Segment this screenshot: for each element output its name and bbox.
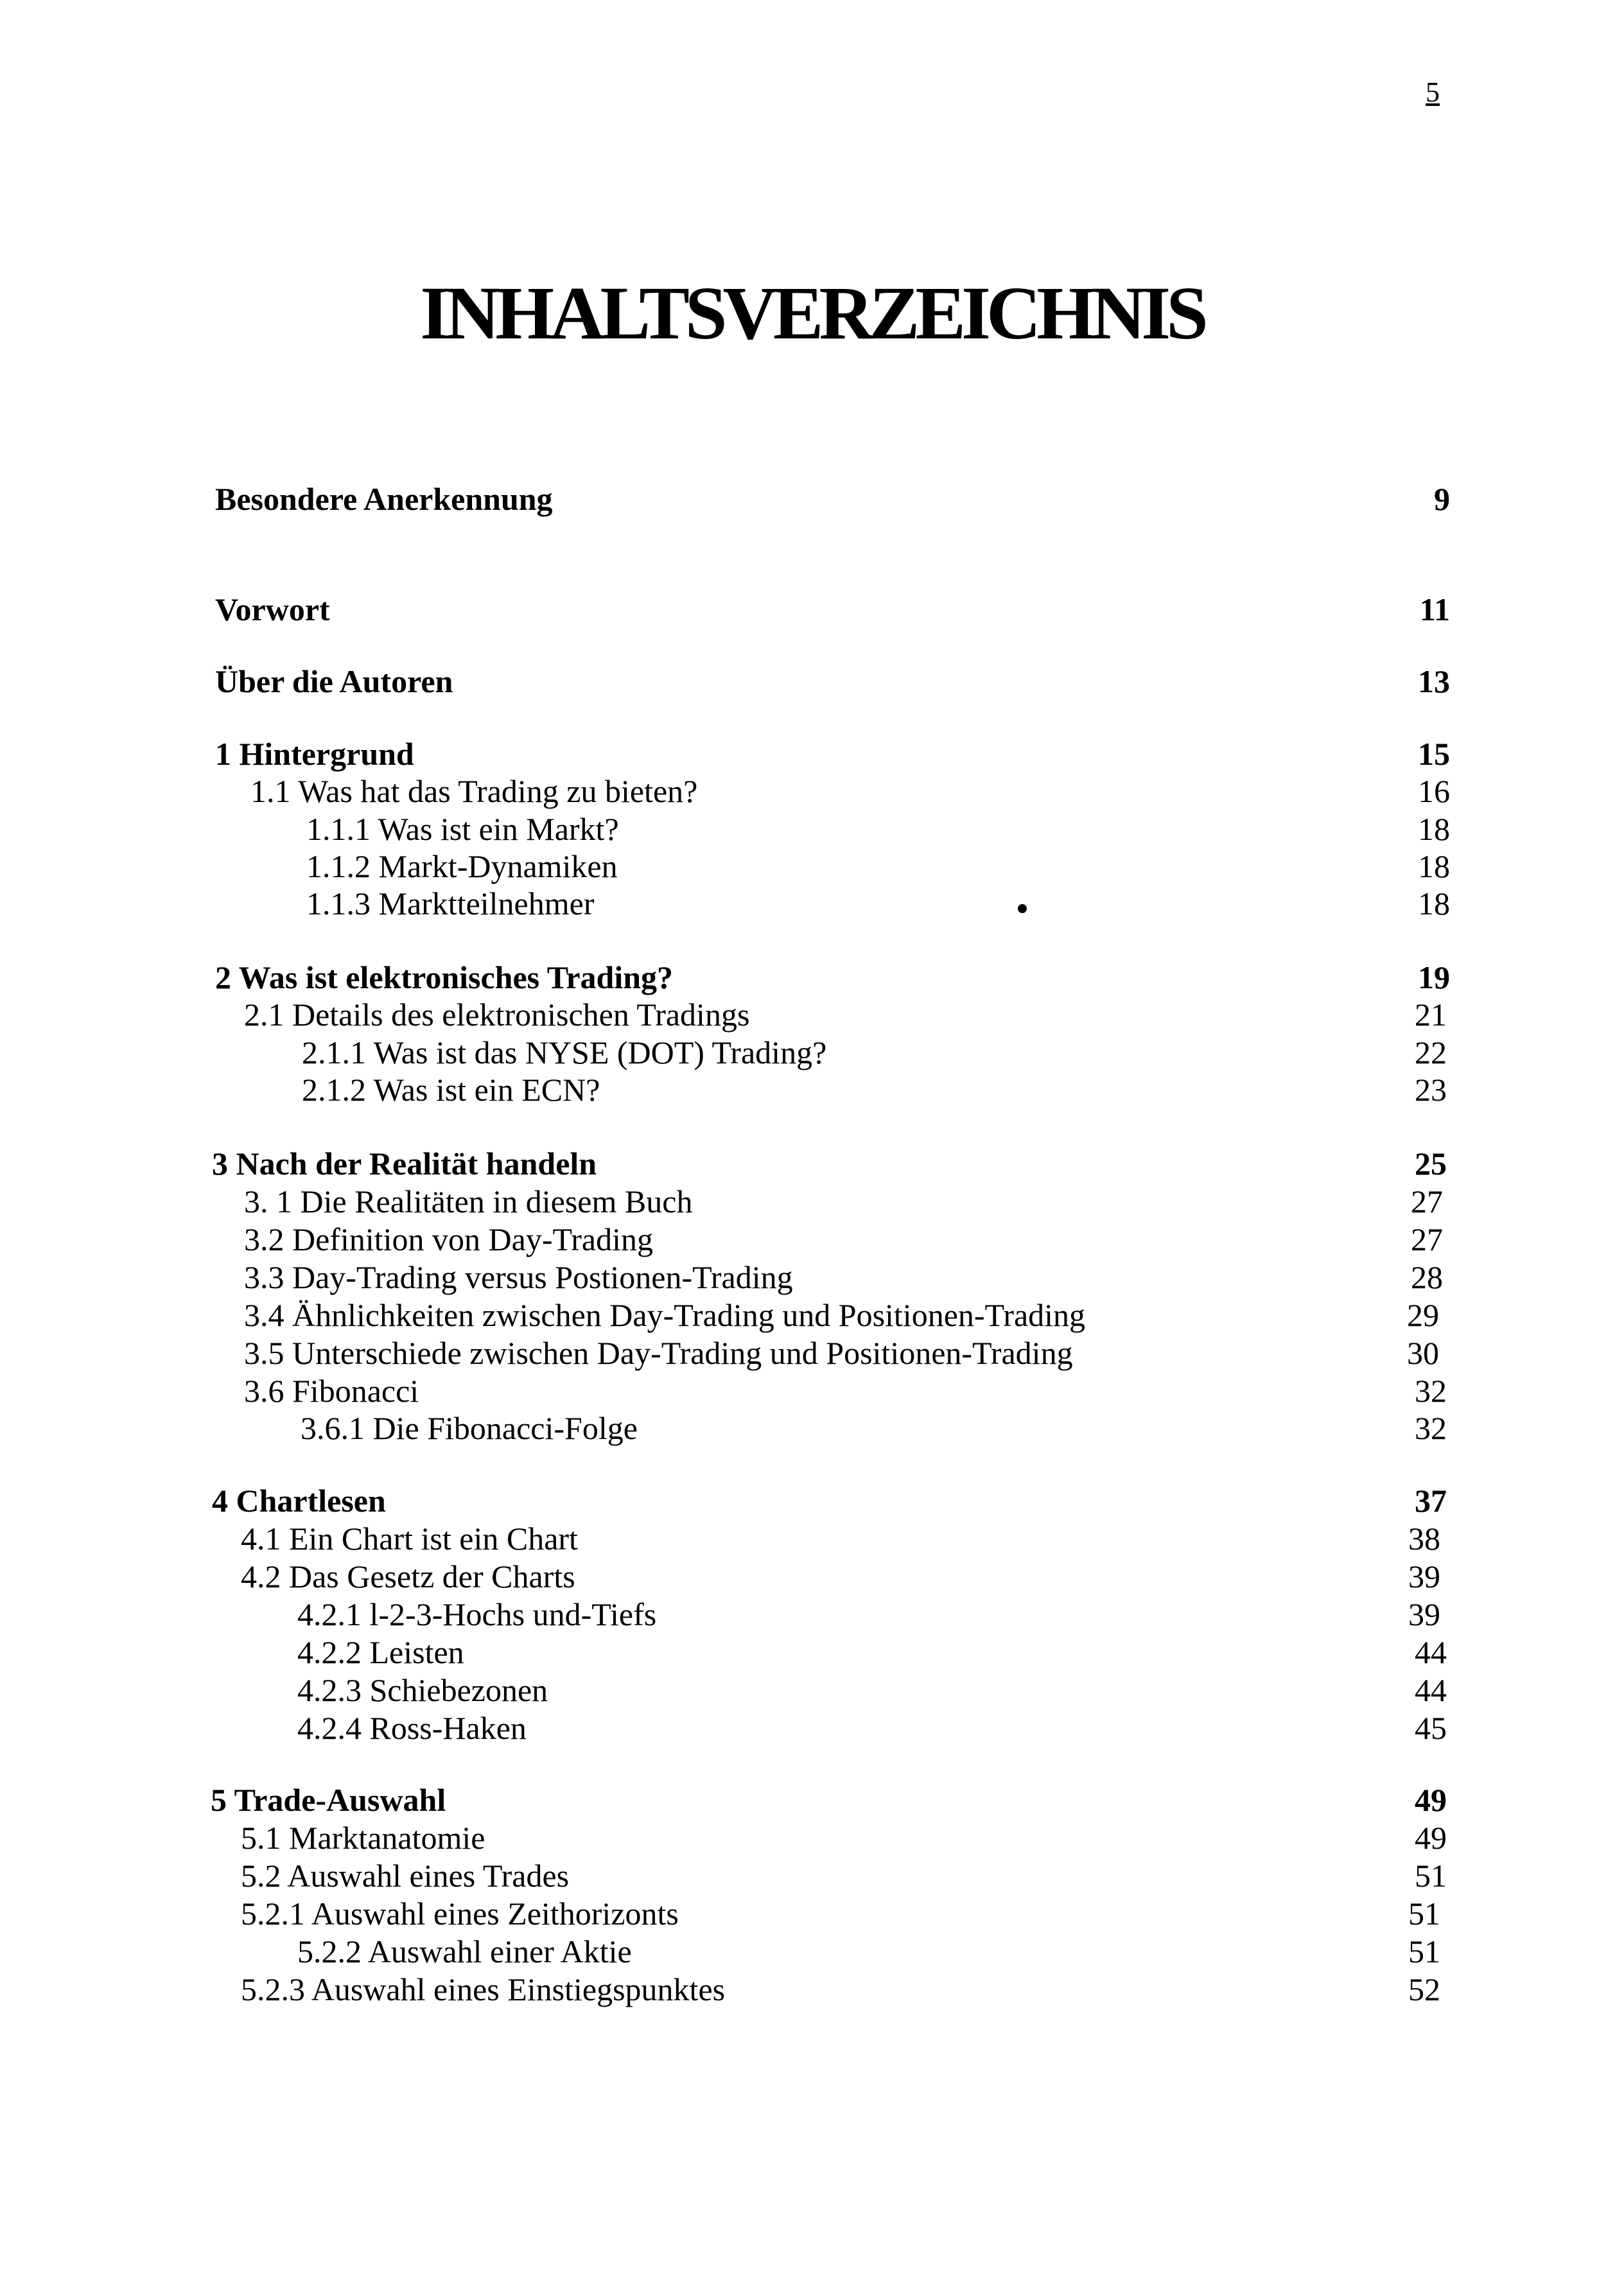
toc-entry-label: 3.2 Definition von Day-Trading	[244, 1221, 653, 1257]
toc-entry-page: 27	[1411, 1221, 1443, 1257]
toc-entry-ueber-die-autoren	[0, 663, 1624, 700]
toc-entry-5-trade-auswahl	[0, 1781, 1624, 1819]
toc-entry-5-2-auswahl-eines-trades	[0, 1857, 1624, 1894]
toc-entry-4-2-2-leisten	[0, 1634, 1624, 1671]
toc-entry-page: 32	[1415, 1373, 1447, 1409]
toc-entry-label: 4.2 Das Gesetz der Charts	[241, 1558, 575, 1594]
toc-entry-page: 51	[1415, 1858, 1447, 1894]
toc-entry-page: 32	[1415, 1410, 1447, 1446]
toc-entry-label: 3. 1 Die Realitäten in diesem Buch	[244, 1183, 693, 1219]
toc-entry-5-1-marktanatomie	[0, 1819, 1624, 1856]
toc-entry-3-5-unterschiede-zwischen-day-trading-und-positionen-trading	[0, 1334, 1624, 1372]
toc-entry-4-2-4-ross-haken	[0, 1709, 1624, 1747]
toc-entry-label: 2.1 Details des elektronischen Tradings	[244, 997, 750, 1033]
bullet-dot	[1018, 904, 1027, 913]
toc-entry-1-1-3-marktteilnehmer	[0, 885, 1624, 922]
toc-entry-page: 37	[1415, 1483, 1447, 1519]
toc-entry-page: 38	[1408, 1521, 1440, 1557]
toc-entry-3-6-fibonacci	[0, 1372, 1624, 1409]
toc-entry-page: 23	[1415, 1072, 1447, 1108]
toc-entry-page: 13	[1418, 663, 1450, 699]
toc-entry-label: 5.2.3 Auswahl eines Einstiegspunktes	[241, 1971, 726, 2007]
toc-entry-label: 5.2.1 Auswahl eines Zeithorizonts	[241, 1896, 679, 1932]
toc-entry-5-2-3-auswahl-eines-einstiegspunktes	[0, 1971, 1624, 2008]
toc-entry-label: 5 Trade-Auswahl	[211, 1782, 446, 1818]
toc-entry-page: 49	[1415, 1782, 1447, 1818]
toc-entry-page: 29	[1407, 1297, 1439, 1333]
toc-entry-label: 2.1.1 Was ist das NYSE (DOT) Trading?	[302, 1034, 827, 1070]
toc-entry-label: 3.6.1 Die Fibonacci-Folge	[301, 1410, 638, 1446]
toc-entry-5-2-2-auswahl-einer-aktie	[0, 1933, 1624, 1970]
toc-entry-3-nach-der-realitaet-handeln	[0, 1145, 1624, 1182]
toc-entry-label: 2 Was ist elektronisches Trading?	[215, 959, 674, 995]
toc-entry-page: 22	[1415, 1034, 1447, 1070]
toc-entry-2-1-1-was-ist-das-nyse-dot-trading	[0, 1034, 1624, 1071]
toc-entry-1-hintergrund	[0, 735, 1624, 772]
toc-entry-label: 1.1.1 Was ist ein Markt?	[306, 811, 619, 847]
toc-entry-besondere-anerkennung	[0, 480, 1624, 518]
toc-entry-3-6-1-die-fibonacci-folge	[0, 1409, 1624, 1447]
toc-entry-page: 18	[1418, 848, 1450, 884]
toc-entry-3-4-aehnlichkeiten-zwischen-day-trading-und-positionen-trading	[0, 1296, 1624, 1334]
toc-entry-label: 3.4 Ähnlichkeiten zwischen Day-Trading und Positionen-Trading	[244, 1297, 1086, 1333]
toc-entry-page: 30	[1407, 1335, 1439, 1371]
toc-entry-page: 15	[1418, 736, 1450, 772]
toc-entry-4-chartlesen	[0, 1482, 1624, 1519]
toc-entry-vorwort	[0, 591, 1624, 628]
toc-entry-page: 49	[1415, 1820, 1447, 1856]
toc-entry-2-was-ist-elektronisches-trading	[0, 959, 1624, 996]
toc-entry-page: 9	[1434, 481, 1450, 517]
toc-entry-page: 44	[1415, 1634, 1447, 1670]
toc-entry-2-1-2-was-ist-ein-ecn	[0, 1071, 1624, 1108]
toc-entry-label: 3.6 Fibonacci	[244, 1373, 419, 1409]
toc-entry-1-1-was-hat-das-trading-zu-bieten	[0, 772, 1624, 810]
toc-entry-label: 3.5 Unterschiede zwischen Day-Trading und Positionen-Trading	[244, 1335, 1073, 1371]
toc-entry-label: 1.1.2 Markt-Dynamiken	[306, 848, 618, 884]
toc-entry-label: 3.3 Day-Trading versus Postionen-Trading	[244, 1259, 793, 1295]
toc-entry-label: 4.1 Ein Chart ist ein Chart	[241, 1521, 578, 1557]
toc-entry-page: 44	[1415, 1672, 1447, 1708]
toc-entry-2-1-details-des-elektronischen-tradings	[0, 996, 1624, 1033]
toc-entry-label: 4.2.1 l-2-3-Hochs und-Tiefs	[297, 1596, 657, 1632]
toc-entry-page: 39	[1408, 1596, 1440, 1632]
toc-entry-label: 5.2 Auswahl eines Trades	[241, 1858, 570, 1894]
toc-entry-label: 5.1 Marktanatomie	[241, 1820, 485, 1856]
toc-entry-label: 1.1 Was hat das Trading zu bieten?	[250, 773, 698, 809]
toc-entry-1-1-1-was-ist-ein-markt	[0, 810, 1624, 848]
toc-entry-page: 16	[1418, 773, 1450, 809]
toc-entry-3-1-die-realitaeten-in-diesem-buch	[0, 1183, 1624, 1220]
toc-entry-4-2-1-l-2-3-hochs-und-tiefs	[0, 1596, 1624, 1633]
toc-entry-page: 52	[1408, 1971, 1440, 2007]
toc-entry-label: 3 Nach der Realität handeln	[212, 1146, 597, 1182]
toc-entry-1-1-2-markt-dynamiken	[0, 848, 1624, 885]
toc-entry-4-1-ein-chart-ist-ein-chart	[0, 1520, 1624, 1557]
toc-entry-page: 11	[1419, 591, 1450, 627]
toc-entry-label: 4.2.3 Schiebezonen	[297, 1672, 548, 1708]
toc-entry-label: 4.2.4 Ross-Haken	[297, 1710, 527, 1746]
toc-entry-page: 21	[1415, 997, 1447, 1033]
toc-entry-label: Über die Autoren	[215, 663, 453, 699]
toc-entry-page: 51	[1408, 1896, 1440, 1932]
toc-entry-page: 51	[1408, 1933, 1440, 1969]
toc-entry-3-3-day-trading-versus-postionen-trading	[0, 1259, 1624, 1296]
toc-entry-5-2-1-auswahl-eines-zeithorizonts	[0, 1895, 1624, 1932]
toc-entry-label: 1.1.3 Marktteilnehmer	[306, 886, 595, 921]
toc-entry-label: Besondere Anerkennung	[215, 481, 553, 517]
toc-entry-label: 1 Hintergrund	[215, 736, 414, 772]
toc-entry-page: 18	[1418, 886, 1450, 921]
toc-entry-label: 4 Chartlesen	[212, 1483, 386, 1519]
toc-entry-label: 5.2.2 Auswahl einer Aktie	[297, 1933, 632, 1969]
toc-entry-4-2-das-gesetz-der-charts	[0, 1558, 1624, 1595]
page-number: 5	[1426, 76, 1440, 108]
toc-entry-page: 45	[1415, 1710, 1447, 1746]
toc-entry-3-2-definition-von-day-trading	[0, 1221, 1624, 1258]
toc-entry-page: 25	[1415, 1146, 1447, 1182]
toc-entry-page: 19	[1418, 959, 1450, 995]
toc-entry-4-2-3-schiebezonen	[0, 1671, 1624, 1709]
toc-entry-label: 2.1.2 Was ist ein ECN?	[302, 1072, 600, 1108]
toc-entry-label: Vorwort	[215, 591, 330, 627]
toc-entry-page: 28	[1411, 1259, 1443, 1295]
toc-entry-page: 39	[1408, 1558, 1440, 1594]
toc-entry-page: 27	[1411, 1183, 1443, 1219]
toc-entry-page: 18	[1418, 811, 1450, 847]
toc-entry-label: 4.2.2 Leisten	[297, 1634, 464, 1670]
page-title: INHALTSVERZEICHNIS	[420, 271, 1204, 355]
